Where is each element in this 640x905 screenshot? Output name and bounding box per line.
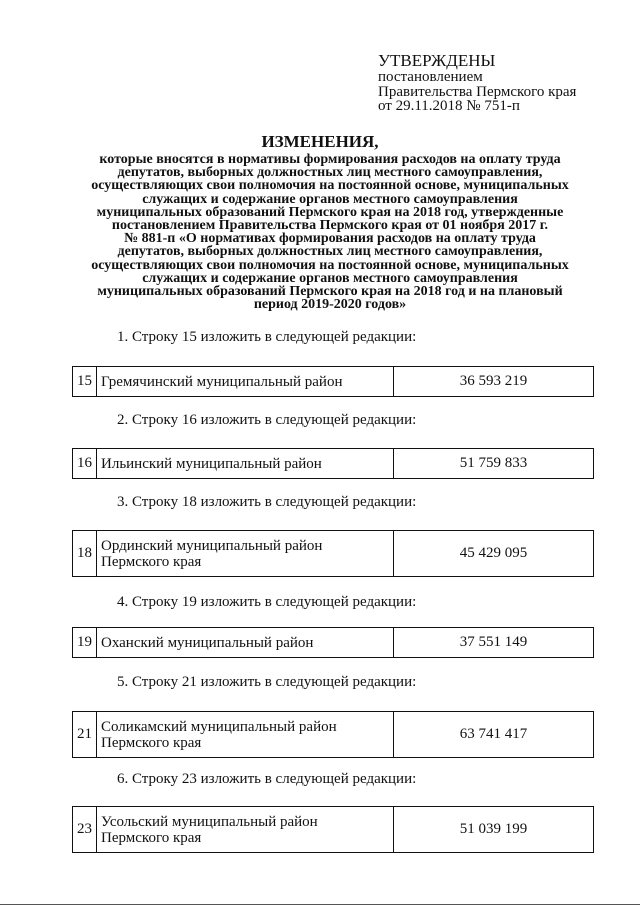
row-name (97, 367, 394, 396)
subtitle-line: служащих и содержание органов местного самоуправления (142, 191, 518, 207)
row-value: 51 759 833 (459, 455, 528, 471)
row-value: 63 741 417 (459, 726, 528, 742)
row-name (97, 807, 394, 852)
row-number: 21 (73, 712, 97, 757)
row-name-line: Пермского края (101, 734, 202, 751)
approval-title: УТВЕРЖДЕНЫ (378, 51, 496, 70)
approval-line: постановлением (378, 69, 483, 85)
row-number: 16 (73, 449, 97, 478)
subtitle-line: период 2019-2020 годов» (253, 297, 407, 313)
row-number: 23 (73, 807, 97, 852)
row-value: 45 429 095 (459, 545, 528, 561)
row-value: 36 593 219 (459, 373, 528, 389)
row-name (97, 712, 394, 757)
table-row (72, 627, 594, 658)
row-name-line: Оханский муниципальный район (101, 634, 314, 651)
subtitle-line: служащих и содержание органов местного самоуправления (142, 270, 518, 286)
document-subtitle (60, 153, 600, 311)
row-name (97, 628, 394, 657)
approval-date: от 29.11.2018 № 751-п (378, 98, 520, 114)
approval-block (378, 52, 576, 114)
amendment-paragraph: 3. Строку 18 изложить в следующей редакции: (117, 494, 417, 510)
subtitle-line: муниципальных образований Пермского края на 2018 год, утвержденные (96, 204, 564, 220)
subtitle-line: № 881-п «О нормативах формирования расходов на оплату труда (124, 231, 536, 247)
row-number: 19 (73, 628, 97, 657)
row-name-line: Пермского края (101, 829, 202, 846)
table-row (72, 530, 594, 577)
subtitle-line: муниципальных образований Пермского края на 2018 год и на плановый (97, 284, 563, 300)
row-number: 18 (73, 531, 97, 576)
row-name (97, 449, 394, 478)
amendment-paragraph: 5. Строку 21 изложить в следующей редакции: (117, 674, 417, 690)
table-row (72, 448, 594, 479)
row-number: 15 (73, 367, 97, 396)
amendment-paragraph: 4. Строку 19 изложить в следующей редакции: (117, 594, 417, 610)
row-name-line: Ильинский муниципальный район (101, 455, 322, 472)
amendment-paragraph: 1. Строку 15 изложить в следующей редакции: (117, 329, 417, 345)
row-name-line: Ординский муниципальный район (101, 537, 323, 554)
subtitle-line: которые вносятся в нормативы формирования расходов на оплату труда (99, 152, 561, 167)
table-row (72, 806, 594, 853)
approval-line: Правительства Пермского края (378, 83, 577, 100)
row-name-line: Гремячинский муниципальный район (101, 373, 343, 390)
row-name-line: Пермского края (101, 553, 202, 570)
subtitle-line: осуществляющих свои полномочия на постоянной основе, муниципальных (91, 257, 569, 273)
subtitle-line: депутатов, выборных должностных лиц местного самоуправления, (117, 165, 543, 181)
table-row (72, 711, 594, 758)
row-value: 51 039 199 (459, 821, 528, 837)
table-row (72, 366, 594, 397)
row-name (97, 531, 394, 576)
amendment-paragraph: 6. Строку 23 изложить в следующей редакции: (117, 771, 417, 787)
subtitle-line: постановлением Правительства Пермского края от 01 ноября 2017 г. (111, 218, 549, 234)
subtitle-line: осуществляющих свои полномочия на постоянной основе, муниципальных (91, 178, 569, 194)
row-name-line: Соликамский муниципальный район (101, 718, 337, 735)
subtitle-line: депутатов, выборных должностных лиц местного самоуправления, (117, 244, 543, 260)
amendment-paragraph: 2. Строку 16 изложить в следующей редакции: (117, 412, 417, 428)
row-value: 37 551 149 (459, 634, 528, 650)
row-name-line: Усольский муниципальный район (101, 813, 318, 830)
document-title: ИЗМЕНЕНИЯ, (261, 132, 379, 151)
